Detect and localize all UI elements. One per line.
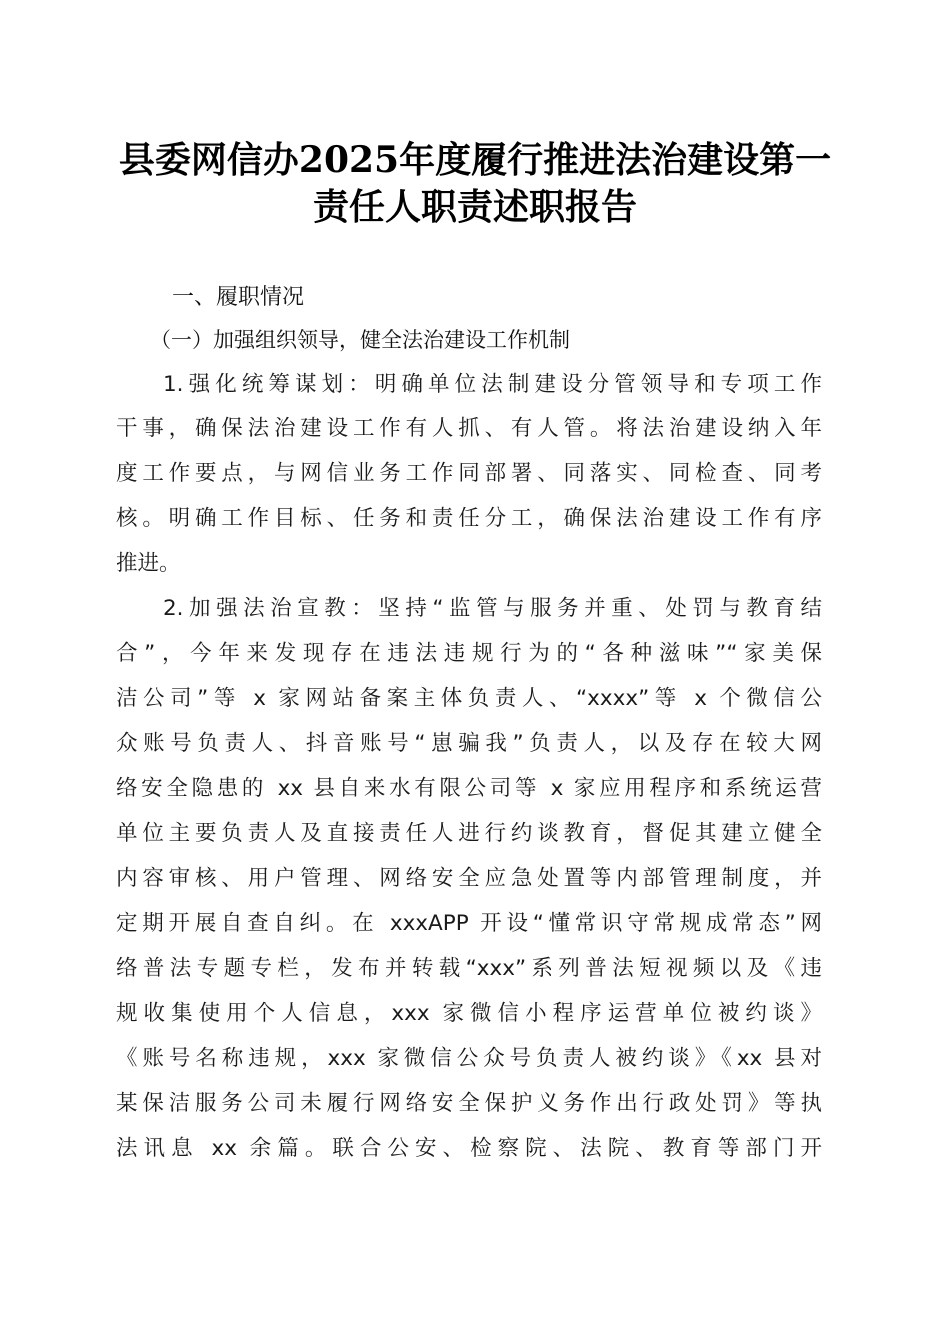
paragraph-2-line: 洁公司”等 x 家网站备案主体负责人、“xxxx”等 x 个微信公 xyxy=(116,686,822,711)
paragraph-1-line: 核。明确工作目标、任务和责任分工，确保法治建设工作有序 xyxy=(116,506,822,531)
paragraph-2-line: 定期开展自查自纠。在 xxxAPP 开设“懂常识守常规成常态”网 xyxy=(116,911,822,936)
paragraph-2-line: 络普法专题专栏，发布并转载“xxx”系列普法短视频以及《违 xyxy=(116,956,822,981)
paragraph-2-line: 规收集使用个人信息，xxx 家微信小程序运营单位被约谈》 xyxy=(116,1001,822,1026)
paragraph-2-line: 法讯息 xx 余篇。联合公安、检察院、法院、教育等部门开 xyxy=(116,1136,822,1161)
paragraph-2-line: 络安全隐患的 xx 县自来水有限公司等 x 家应用程序和系统运营 xyxy=(116,776,822,801)
paragraph-1-line: 推进。 xyxy=(116,551,181,576)
paragraph-2-line: 合”，今年来发现存在违法违规行为的“各种滋味”“家美保 xyxy=(116,641,822,666)
section-heading: 一、履职情况 xyxy=(172,285,305,310)
paragraph-2-line: 《账号名称违规，xxx 家微信公众号负责人被约谈》《xx 县对 xyxy=(116,1046,822,1071)
paragraph-2-line: 2.加强法治宣教：坚持“监管与服务并重、处罚与教育结 xyxy=(163,596,822,621)
paragraph-1-line: 干事，确保法治建设工作有人抓、有人管。将法治建设纳入年 xyxy=(116,416,822,441)
paragraph-2-line: 某保洁服务公司未履行网络安全保护义务作出行政处罚》等执 xyxy=(116,1091,822,1116)
subsection-heading: （一）加强组织领导，健全法治建设工作机制 xyxy=(150,328,570,352)
paragraph-1-line: 1.强化统筹谋划：明确单位法制建设分管领导和专项工作 xyxy=(163,372,822,397)
document-title-line-1: 县委网信办2025年度履行推进法治建设第一 xyxy=(118,139,832,181)
paragraph-2-line: 内容审核、用户管理、网络安全应急处置等内部管理制度，并 xyxy=(116,866,822,891)
document-title-line-2: 责任人职责述职报告 xyxy=(312,186,637,228)
paragraph-2-line: 众账号负责人、抖音账号“崽骗我”负责人，以及存在较大网 xyxy=(116,731,822,756)
paragraph-1-line: 度工作要点，与网信业务工作同部署、同落实、同检查、同考 xyxy=(116,461,822,486)
paragraph-2-line: 单位主要负责人及直接责任人进行约谈教育，督促其建立健全 xyxy=(116,821,822,846)
